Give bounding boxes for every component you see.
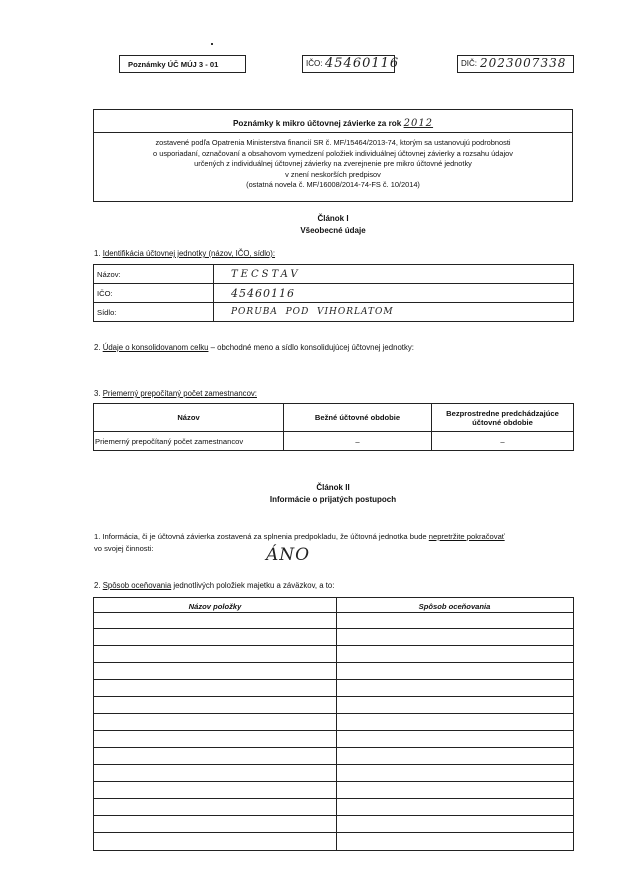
item1-text-a: 1. Informácia, či je účtovná závierka zostavená za splnenia predpokladu, že účtovná jednotka bude [94,532,429,541]
table-row [94,696,573,697]
ico-value: 45460116 [325,56,400,71]
form-code-box [119,55,246,73]
ico-row-value [214,284,574,303]
ico-box [302,55,400,73]
section3-title [94,389,257,398]
section3-number: 3. [94,389,101,398]
item2-underlined: Spôsob oceňovania [102,581,172,590]
intro-title-row [94,118,572,129]
item2-number: 2. [94,581,101,590]
item2-rest: jednotlivých položiek majetku a záväzkov, a to: [171,581,335,590]
table-row [94,798,573,799]
section2-rest: – obchodné meno a sídlo konsolidujúcej účtovnej jednotky: [208,343,414,352]
table-row [94,781,573,782]
table-row [94,303,574,322]
dic-label: DIČ: [461,59,477,68]
ico-handwritten: 45460116 [231,286,295,300]
table-row [94,764,573,765]
intro-text [94,138,572,191]
table-row [94,265,574,284]
table-row [94,815,573,816]
section2-label: Údaje o konsolidovanom celku [102,343,209,352]
dic-box [457,55,574,73]
section1-number: 1. [94,249,101,258]
intro-line-1: zostavené podľa Opatrenia Ministerstva financií SR č. MF/15464/2013-74, ktorým sa ustanovujú podrobnosti [155,138,511,147]
table-row [94,730,573,731]
article1-heading: Článok I [317,214,349,223]
table-row [94,662,573,663]
section2-title [94,343,414,352]
col-item-header: Názov položky [188,602,242,611]
article1-subheading: Všeobecné údaje [300,226,366,235]
table-row [94,645,573,646]
valuation-col-divider [336,598,337,850]
ico-label: IČO: [306,59,323,68]
table-row [94,612,573,613]
dic-value: 2023007338 [480,56,567,70]
emp-previous-value: – [432,432,574,451]
section3-label: Priemerný prepočítaný počet zamestnancov: [102,389,257,398]
intro-year: 2012 [403,118,434,129]
table-row [94,628,573,629]
going-concern-answer: ÁNO [266,545,311,565]
section1-label: Identifikácia účtovnej jednotky (názov, IČO, sídlo): [102,249,276,258]
table-header-row [94,404,574,432]
item1-text [94,531,584,555]
seat-value [214,303,574,322]
col-current-header: Bežné účtovné obdobie [284,404,432,432]
intro-line-5: (ostatná novela č. MF/16008/2014-74-FS č. 10/2014) [246,180,420,190]
scan-speck [211,43,213,45]
intro-line-3: určených z individuálnej účtovnej závierky na zverejnenie pre mikro účtovné jednotky [194,159,472,169]
table-row [94,713,573,714]
article2-subheading: Informácie o prijatých postupoch [269,495,397,504]
item1-underlined: nepretržite pokračovať [428,532,505,541]
intro-title: Poznámky k mikro účtovnej závierke za rok [232,119,402,128]
section1-title [94,249,275,258]
intro-line-2: o usporiadaní, označovaní a obsahovom vymedzení položiek individuálnej účtovnej závierky a rozsahu údajov [153,148,513,158]
col-method-header: Spôsob oceňovania [418,602,491,611]
identification-table [93,264,574,322]
name-label: Názov: [94,265,214,284]
table-row [94,747,573,748]
col-name-header: Názov [94,404,284,432]
seat-label: Sídlo: [94,303,214,322]
valuation-table [93,597,574,851]
table-row [94,432,574,451]
col-previous-header: Bezprostredne predchádzajúce účtovné obdobie [432,404,574,432]
ico-row-label: IČO: [94,284,214,303]
name-value [214,265,574,284]
table-row [94,284,574,303]
item1-text-b: vo svojej činnosti: [94,544,154,553]
section2-number: 2. [94,343,101,352]
name-handwritten: TECSTAV [231,268,301,280]
form-code: Poznámky ÚČ MÚJ 3 - 01 [128,60,219,69]
emp-row-label: Priemerný prepočítaný počet zamestnancov [94,432,284,451]
article2-heading: Článok II [316,483,350,492]
employees-table [93,403,574,451]
table-row [94,832,573,833]
table-row [94,679,573,680]
emp-current-value: – [284,432,432,451]
title-divider [94,132,572,133]
seat-handwritten: PORUBA POD VIHORLATOM [231,307,394,317]
intro-box [93,109,573,202]
item2-title [94,581,334,590]
intro-line-4: v znení neskorších predpisov [285,169,381,179]
